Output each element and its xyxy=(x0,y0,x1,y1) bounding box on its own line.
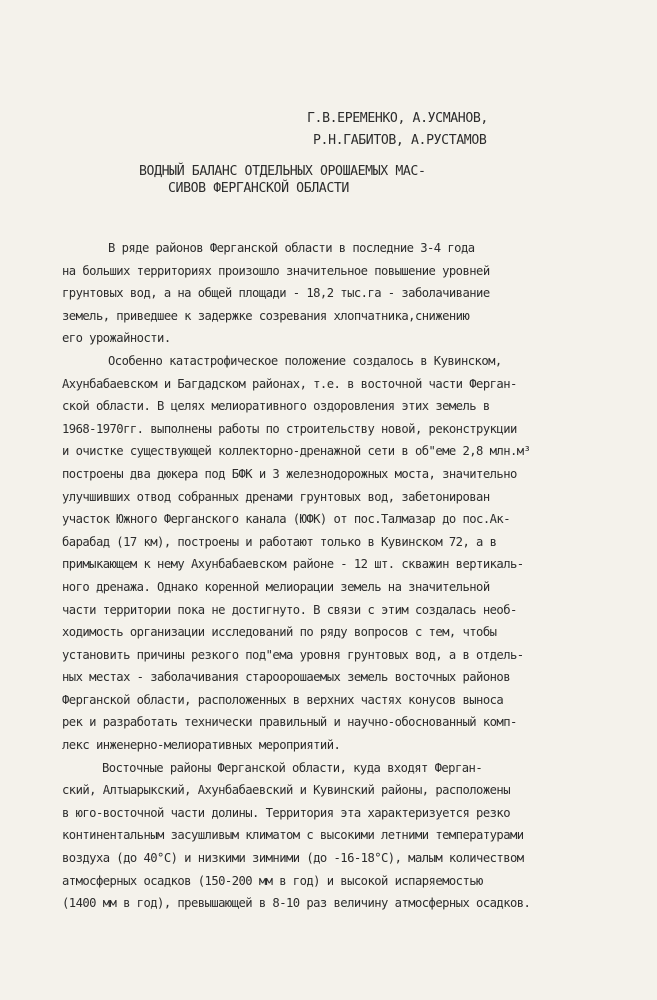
title-line: СИВОВ ФЕРГАНСКОЙ ОБЛАСТИ xyxy=(168,181,349,196)
body-line: лекс инженерно-мелиоративных мероприятий. xyxy=(62,738,341,753)
body-line: (1400 мм в год), превышающей в 8-10 раз величину атмосферных осадков. xyxy=(62,896,531,911)
body-line: его урожайности. xyxy=(62,331,171,346)
body-line: Ферганской области, расположенных в верхних частях конусов выноса xyxy=(62,692,504,707)
body-line: построены два дюкера под БФК и 3 железнодорожных моста, значительно xyxy=(62,466,517,481)
body-line: Особенно катастрофическое положение создалось в Кувинском, xyxy=(108,353,502,368)
body-line: континентальным засушливым климатом с высокими летними температурами xyxy=(62,828,524,843)
body-line: В ряде районов Ферганской области в последние 3-4 года xyxy=(108,241,475,255)
authors-line: Р.Н.ГАБИТОВ, А.РУСТАМОВ xyxy=(313,133,487,148)
body-line: в юго-восточной части долины. Территория эта характеризуется резко xyxy=(62,805,510,820)
body-line: грунтовых вод, а на общей площади - 18,2 тыс.га - заболачивание xyxy=(62,286,490,301)
document-title xyxy=(139,163,426,197)
body-line: рек и разработать технически правильный и научно-обоснованный комп- xyxy=(62,715,517,730)
body-line: барабад (17 км), построены и работают только в Кувинском 72, а в xyxy=(62,534,497,549)
body-line: установить причины резкого под"ема уровня грунтовых вод, а в отдель- xyxy=(62,647,524,662)
body-line: ных местах - заболачивания староорошаемых земель восточных районов xyxy=(62,670,510,685)
body-line: улучшивших отвод собранных дренами грунтовых вод, забетонирован xyxy=(62,489,490,504)
body-line: ного дренажа. Однако коренной мелиорации земель на значительной xyxy=(62,579,490,594)
body-line: примыкающем к нему Ахунбабаевском районе - 12 шт. скважин вертикаль- xyxy=(62,557,524,572)
body-line: части территории пока не достигнуто. В связи с этим создалась необ- xyxy=(62,602,517,617)
body-line: воздуха (до 40°С) и низкими зимними (до -16-18°С), малым количеством xyxy=(62,851,524,866)
body-line: и очистке существующей коллекторно-дренажной сети в об"еме 2,8 млн.м³ xyxy=(62,444,531,459)
body-line: ходимость организации исследований по ряду вопросов с тем, чтобы xyxy=(62,625,497,640)
body-line: Ахунбабаевском и Багдадском районах, т.е. в восточной части Ферган- xyxy=(62,376,517,391)
body-text xyxy=(62,237,622,915)
body-line: земель, приведшее к задержке созревания хлопчатника,снижению xyxy=(62,308,470,323)
body-line: ской области. В целях мелиоративного оздоровления этих земель в xyxy=(62,399,490,414)
body-line: ский, Алтыарыкский, Ахунбабаевский и Кувинский районы, расположены xyxy=(62,783,510,798)
body-line: на больших территориях произошло значительное повышение уровней xyxy=(62,263,490,278)
authors-line: Г.В.ЕРЕМЕНКО, А.УСМАНОВ, xyxy=(307,111,488,126)
body-line: Восточные районы Ферганской области, куда входят Ферган- xyxy=(102,760,483,775)
title-line: ВОДНЫЙ БАЛАНС ОТДЕЛЬНЫХ ОРОШАЕМЫХ МАС- xyxy=(139,164,426,179)
body-line: участок Южного Ферганского канала (ЮФК) от пос.Талмазар до пос.Ак- xyxy=(62,512,510,527)
body-line: атмосферных осадков (150-200 мм в год) и высокой испаряемостью xyxy=(62,873,483,888)
body-line: 1968-1970гг. выполнены работы по строительству новой, реконструкции xyxy=(62,421,517,436)
authors-block xyxy=(307,108,488,152)
